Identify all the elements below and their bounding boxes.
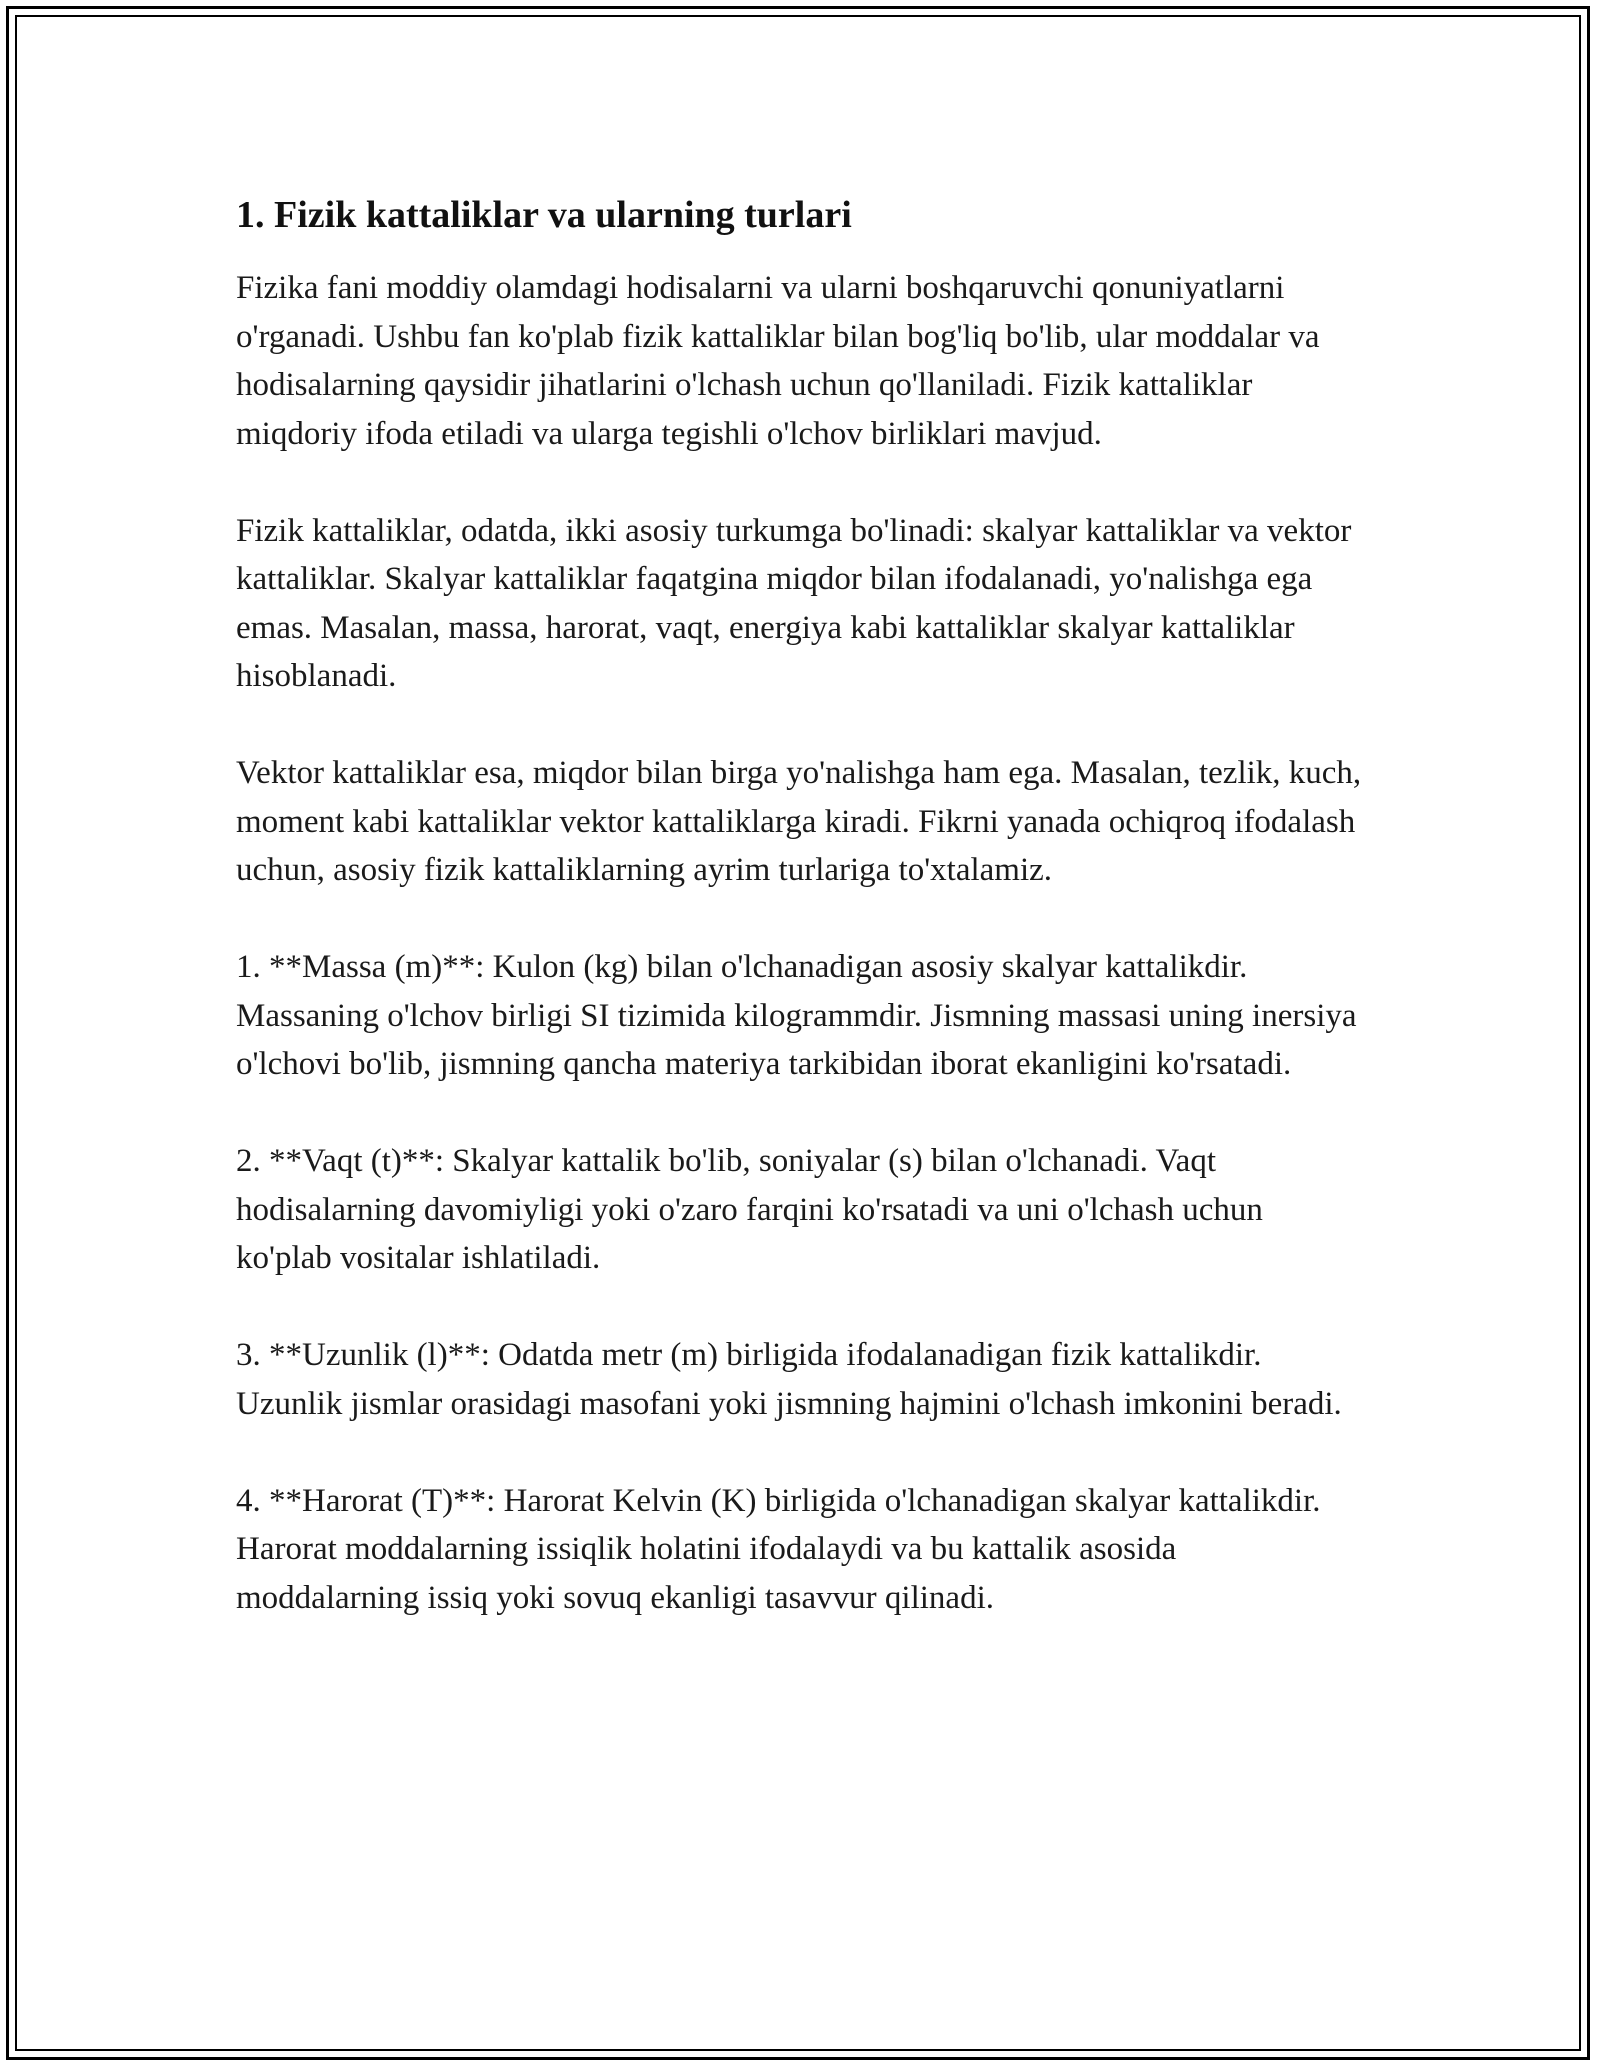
paragraph-categories: Fizik kattaliklar, odatda, ikki asosiy turkumga bo'linadi: skalyar kattaliklar va vektor kattaliklar. Skalyar kattaliklar faqatgina miqdor bilan ifodalanadi, yo'nalishga ega emas. Masalan, massa, harorat, vaqt, energiya kabi kattaliklar skalyar kattaliklar hisoblanadi. (236, 512, 1352, 694)
list-item-length: 3. **Uzunlik (l)**: Odatda metr (m) birligida ifodalanadigan fizik kattalikdir. Uzunlik jismlar orasidagi masofani yoki jismning hajmini o'lchash imkonini beradi. (236, 1337, 1342, 1422)
list-item-time: 2. **Vaqt (t)**: Skalyar kattalik bo'lib, soniyalar (s) bilan o'lchanadi. Vaqt hodisalarning davomiyligi yoki o'zaro farqini ko'rsatadi va uni o'lchash uchun ko'plab vositalar ishlatiladi. (236, 1143, 1263, 1276)
paragraph-intro: Fizika fani moddiy olamdagi hodisalarni va ularni boshqaruvchi qonuniyatlarni o'rganadi. Ushbu fan ko'plab fizik kattaliklar bilan bog'liq bo'lib, ular moddalar va hodisalarning qaysidir jihatlarini o'lchash uchun qo'llaniladi. Fizik kattaliklar miqdoriy ifoda etiladi va ularga tegishli o'lchov birliklari mavjud. (236, 270, 1320, 452)
paragraph-vectors: Vektor kattaliklar esa, miqdor bilan birga yo'nalishga ham ega. Masalan, tezlik, kuch, moment kabi kattaliklar vektor kattaliklarga kiradi. Fikrni yanada ochiqroq ifodalash uchun, asosiy fizik kattaliklarning ayrim turlariga to'xtalamiz. (236, 755, 1362, 888)
document-body (236, 186, 1366, 1671)
list-item-temperature: 4. **Harorat (T)**: Harorat Kelvin (K) birligida o'lchanadigan skalyar kattalikdir. Harorat moddalarning issiqlik holatini ifodalaydi va bu kattalik asosida moddalarning issiq yoki sovuq ekanligi tasavvur qilinadi. (236, 1482, 1321, 1616)
section-title: 1. Fizik kattaliklar va ularning turlari (236, 194, 852, 236)
list-item-mass: 1. **Massa (m)**: Kulon (kg) bilan o'lchanadigan asosiy skalyar kattalikdir. Massaning o'lchov birligi SI tizimida kilogrammdir. Jismning massasi uning inersiya o'lchovi bo'lib, jismning qancha materiya tarkibidan iborat ekanligini ko'rsatadi. (236, 949, 1357, 1082)
